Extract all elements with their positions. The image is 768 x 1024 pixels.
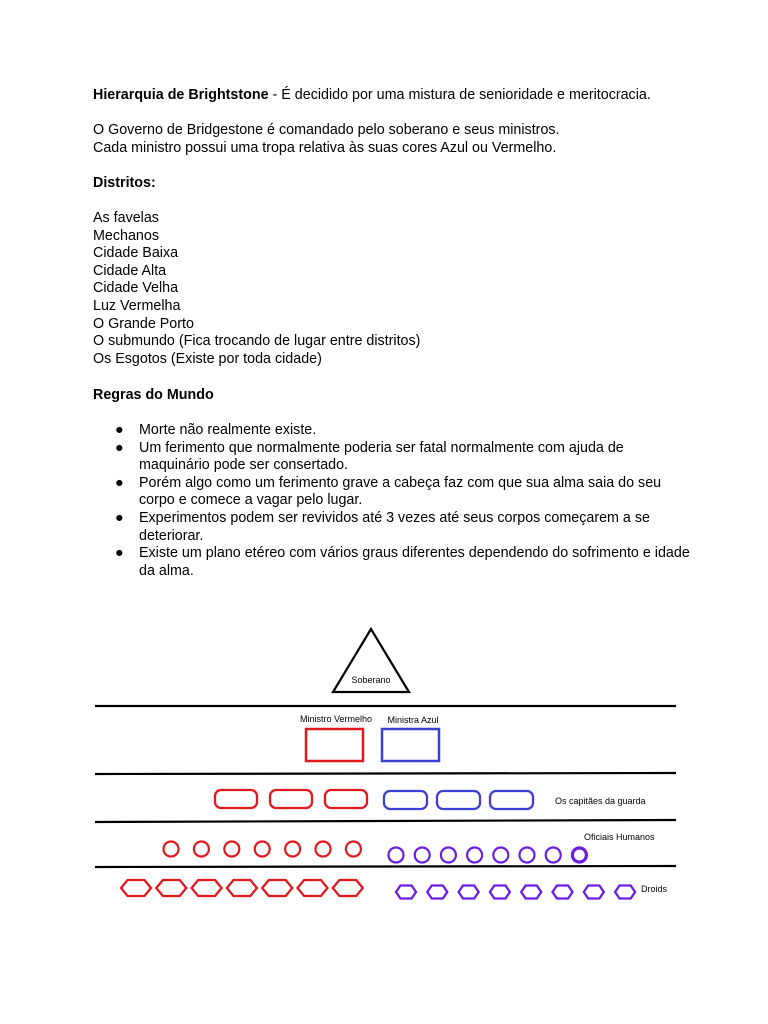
- level-separator-line: [95, 773, 676, 774]
- bullet-icon: ●: [115, 545, 124, 562]
- district-item: Mechanos: [93, 227, 159, 244]
- droids-label: Droids: [641, 884, 668, 894]
- bullet-icon: ●: [115, 474, 124, 491]
- hierarchy-title: Hierarquia de Brightstone: [93, 87, 269, 103]
- blue-droid-hexagon: [459, 886, 479, 899]
- bullet-icon: ●: [115, 439, 124, 456]
- district-item: Os Esgotos (Existe por toda cidade): [93, 350, 322, 367]
- intro-line-2: Cada ministro possui uma tropa relativa às suas cores Azul ou Vermelho.: [93, 139, 557, 156]
- district-item: As favelas: [93, 210, 159, 226]
- red-officer-circle: [224, 842, 239, 857]
- district-item: Cidade Baixa: [93, 245, 179, 262]
- district-item: Cidade Alta: [93, 262, 167, 279]
- red-officer-circle: [194, 842, 209, 857]
- red-captain-box: [215, 790, 257, 808]
- sovereign-label: Soberano: [351, 675, 391, 685]
- blue-droid-hexagon: [427, 886, 447, 899]
- red-droid-hexagon: [333, 880, 363, 896]
- blue-minister-label: Ministra Azul: [387, 715, 439, 725]
- red-droid-hexagon: [262, 880, 292, 896]
- districts-title: Distritos:: [93, 175, 156, 191]
- red-officer-circle: [285, 842, 300, 857]
- blue-captain-box: [437, 791, 480, 809]
- blue-officer-circle: [467, 848, 482, 863]
- blue-minister-box: [382, 729, 439, 761]
- red-droid-hexagon: [298, 880, 328, 896]
- district-item: Cidade Velha: [93, 280, 179, 297]
- red-captain-box: [325, 790, 367, 808]
- red-officer-circle: [316, 842, 331, 857]
- red-officer-circle: [255, 842, 270, 857]
- bullet-icon: ●: [115, 509, 124, 526]
- blue-captain-box: [384, 791, 427, 809]
- blue-droid-hexagon: [396, 886, 416, 899]
- red-droid-hexagon: [121, 880, 151, 896]
- blue-captain-box: [490, 791, 533, 809]
- blue-officer-circle: [415, 848, 430, 863]
- officers-label: Oficiais Humanos: [584, 832, 655, 842]
- district-item: Luz Vermelha: [93, 298, 181, 314]
- red-minister-label: Ministro Vermelho: [299, 714, 373, 724]
- blue-officer-circle: [441, 848, 456, 863]
- red-droid-hexagon: [227, 880, 257, 896]
- rule-text: Existe um plano etéreo com vários graus diferentes dependendo do sofrimento e idade da alma.: [139, 545, 690, 579]
- red-droid-hexagon: [156, 880, 186, 896]
- blue-droid-hexagon: [584, 886, 604, 899]
- red-captain-box: [270, 790, 312, 808]
- red-officer-circle: [346, 842, 361, 857]
- blue-droid-hexagon: [553, 886, 573, 899]
- level-separator-line: [95, 820, 676, 822]
- level-separator-line: [95, 866, 676, 867]
- blue-officer-circle: [546, 848, 561, 863]
- rule-text: Morte não realmente existe.: [139, 422, 317, 438]
- red-droid-hexagon: [192, 880, 222, 896]
- blue-officer-circle: [520, 848, 535, 863]
- hierarchy-description: - É decidido por uma mistura de senioridade e meritocracia.: [268, 87, 651, 103]
- red-officer-circle: [164, 842, 179, 857]
- rule-text: Experimentos podem ser revividos até 3 vezes até seus corpos começarem a se deteriorar.: [139, 509, 650, 544]
- intro-line-1: O Governo de Bridgestone é comandado pelo soberano e seus ministros.: [93, 122, 560, 138]
- red-minister-box: [306, 729, 363, 761]
- rule-text: Um ferimento que normalmente poderia ser fatal normalmente com ajuda de maquinário pode ser consertado.: [139, 439, 624, 474]
- bullet-icon: ●: [115, 422, 124, 438]
- blue-droid-hexagon: [615, 886, 635, 899]
- blue-officer-circle: [389, 848, 404, 863]
- blue-officer-circle: [493, 848, 508, 863]
- blue-officer-circle: [572, 848, 586, 862]
- district-item: O Grande Porto: [93, 315, 194, 332]
- blue-droid-hexagon: [490, 886, 510, 899]
- district-item: O submundo (Fica trocando de lugar entre distritos): [93, 333, 421, 350]
- captains-label: Os capitães da guarda: [555, 796, 646, 806]
- rules-title: Regras do Mundo: [93, 387, 214, 403]
- rule-text: Porém algo como um ferimento grave a cabeça faz com que sua alma saia do seu corpo e comece a vagar pelo lugar.: [139, 474, 662, 509]
- blue-droid-hexagon: [521, 886, 541, 899]
